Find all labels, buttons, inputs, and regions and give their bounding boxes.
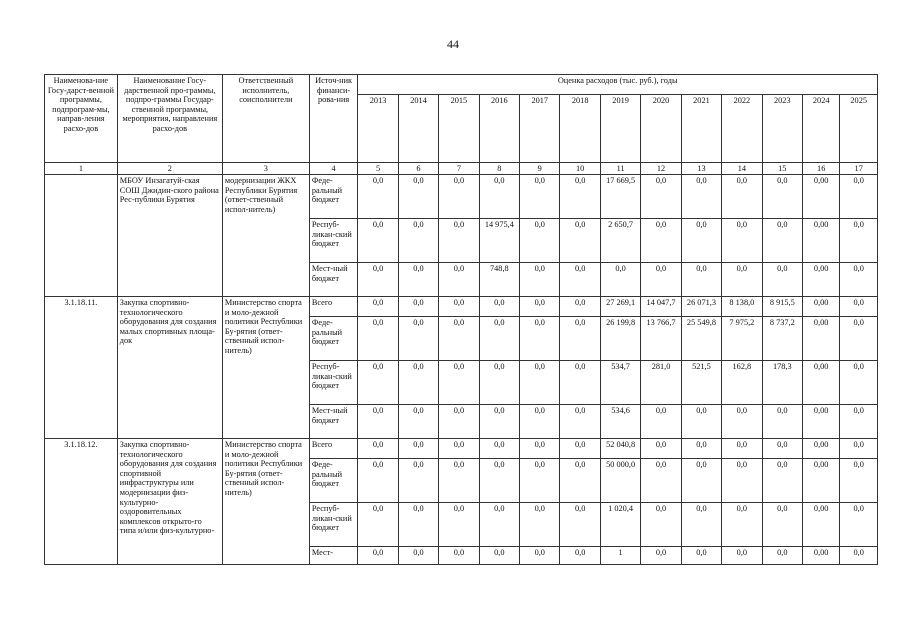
expense-cell-2018: 0,0	[560, 439, 600, 459]
row-code: 3.1.18.12.	[45, 439, 118, 565]
expense-cell-2023: 0,0	[762, 547, 802, 565]
expense-cell-2014: 0,0	[398, 439, 438, 459]
expense-cell-2021: 521,5	[681, 361, 721, 405]
expense-cell-2023: 178,3	[762, 361, 802, 405]
row-name: МБОУ Инзагатуй-ская СОШ Джидин-ского района Рес-публики Бурятия	[117, 175, 222, 297]
funding-source: Феде-ральный бюджет	[309, 459, 358, 503]
expense-cell-2017: 0,0	[520, 175, 560, 219]
expense-cell-2022: 0,0	[722, 439, 762, 459]
expense-cell-2020: 0,0	[641, 175, 681, 219]
expense-cell-2015: 0,0	[439, 361, 479, 405]
header-executor: Ответственный исполнитель, соисполнители	[222, 75, 309, 163]
expense-cell-2016: 0,0	[479, 405, 519, 439]
expense-cell-2022: 0,0	[722, 459, 762, 503]
expense-cell-2013: 0,0	[358, 405, 398, 439]
expense-cell-2017: 0,0	[520, 547, 560, 565]
expense-cell-2020: 0,0	[641, 219, 681, 263]
expense-cell-2013: 0,0	[358, 503, 398, 547]
expense-cell-2018: 0,0	[560, 405, 600, 439]
expense-cell-2023: 0,0	[762, 175, 802, 219]
funding-source: Феде-ральный бюджет	[309, 317, 358, 361]
table-row	[45, 297, 878, 317]
expense-cell-2024: 0,00	[803, 547, 840, 565]
expense-cell-2013: 0,0	[358, 361, 398, 405]
header-column-number: 7	[439, 163, 479, 175]
header-numbers-row	[45, 163, 878, 175]
expense-cell-2016: 0,0	[479, 175, 519, 219]
expense-cell-2023: 0,0	[762, 459, 802, 503]
expense-cell-2023: 8 737,2	[762, 317, 802, 361]
header-expense-group: Оценка расходов (тыс. руб.), годы	[358, 75, 878, 95]
expense-cell-2013: 0,0	[358, 547, 398, 565]
expense-cell-2019: 1	[600, 547, 640, 565]
header-column-number: 17	[840, 163, 878, 175]
row-executor: Министерство спорта и моло-дежной политики Республики Бу-рятия (ответ-ственный испол-нитель)	[222, 297, 309, 439]
expense-cell-2016: 0,0	[479, 361, 519, 405]
header-column-number: 9	[520, 163, 560, 175]
expenses-table	[44, 74, 878, 565]
expense-cell-2014: 0,0	[398, 219, 438, 263]
expense-cell-2017: 0,0	[520, 297, 560, 317]
expense-cell-2014: 0,0	[398, 547, 438, 565]
expense-cell-2019: 50 000,0	[600, 459, 640, 503]
expense-cell-2025: 0,0	[840, 175, 878, 219]
expense-cell-2023: 0,0	[762, 219, 802, 263]
expense-cell-2018: 0,0	[560, 361, 600, 405]
header-column-number: 6	[398, 163, 438, 175]
expense-cell-2013: 0,0	[358, 175, 398, 219]
expense-cell-2022: 0,0	[722, 219, 762, 263]
expense-cell-2022: 0,0	[722, 263, 762, 297]
table-row	[45, 175, 878, 219]
expense-cell-2024: 0,00	[803, 317, 840, 361]
funding-source: Мест-ный бюджет	[309, 263, 358, 297]
expense-cell-2013: 0,0	[358, 263, 398, 297]
header-source: Источ-ник финанси-рова-ния	[309, 75, 358, 163]
row-executor: модернизации ЖКХ Республики Бурятия (ответ-ственный испол-нитель)	[222, 175, 309, 297]
expense-cell-2016: 0,0	[479, 297, 519, 317]
expense-cell-2020: 14 047,7	[641, 297, 681, 317]
header-column-number: 14	[722, 163, 762, 175]
expense-cell-2018: 0,0	[560, 219, 600, 263]
expense-cell-2024: 0,00	[803, 263, 840, 297]
expense-cell-2019: 534,7	[600, 361, 640, 405]
expense-cell-2014: 0,0	[398, 175, 438, 219]
expense-cell-2019: 0,0	[600, 263, 640, 297]
header-year-2021: 2021	[681, 95, 721, 163]
header-year-2015: 2015	[439, 95, 479, 163]
header-column-number: 11	[600, 163, 640, 175]
expense-cell-2019: 17 669,5	[600, 175, 640, 219]
expense-cell-2021: 0,0	[681, 459, 721, 503]
expense-cell-2016: 0,0	[479, 459, 519, 503]
expense-cell-2015: 0,0	[439, 547, 479, 565]
expense-cell-2017: 0,0	[520, 263, 560, 297]
header-column-number: 5	[358, 163, 398, 175]
expense-cell-2015: 0,0	[439, 503, 479, 547]
expense-cell-2017: 0,0	[520, 219, 560, 263]
expense-cell-2018: 0,0	[560, 317, 600, 361]
funding-source: Респуб-ликан-ский бюджет	[309, 361, 358, 405]
expense-cell-2018: 0,0	[560, 175, 600, 219]
expense-cell-2018: 0,0	[560, 263, 600, 297]
expense-cell-2021: 0,0	[681, 405, 721, 439]
funding-source: Всего	[309, 439, 358, 459]
expense-cell-2024: 0,00	[803, 219, 840, 263]
header-column-number: 15	[762, 163, 802, 175]
header-column-number: 10	[560, 163, 600, 175]
header-column-number: 4	[309, 163, 358, 175]
row-executor: Министерство спорта и моло-дежной политики Республики Бу-рятия (ответ-ственный испол-нитель)	[222, 439, 309, 565]
expense-cell-2021: 0,0	[681, 175, 721, 219]
expense-cell-2020: 281,0	[641, 361, 681, 405]
expense-cell-2017: 0,0	[520, 439, 560, 459]
header-year-2014: 2014	[398, 95, 438, 163]
expense-cell-2022: 7 975,2	[722, 317, 762, 361]
expense-cell-2024: 0,00	[803, 459, 840, 503]
header-year-2024: 2024	[803, 95, 840, 163]
header-year-2016: 2016	[479, 95, 519, 163]
row-name: Закупка спортивно-технологического оборудования для создания спортивной инфраструктуры или модернизации физ-культурно-оздоровительных комплексов открыто-го типа и/или физ-культурно-	[117, 439, 222, 565]
expense-cell-2015: 0,0	[439, 439, 479, 459]
expense-cell-2020: 0,0	[641, 547, 681, 565]
expense-cell-2022: 8 138,0	[722, 297, 762, 317]
expense-cell-2025: 0,0	[840, 439, 878, 459]
expense-cell-2013: 0,0	[358, 297, 398, 317]
header-year-2017: 2017	[520, 95, 560, 163]
expense-cell-2024: 0,00	[803, 175, 840, 219]
header-name: Наименование Госу-дарственной про-граммы, подпро-граммы Государ-ственной программы, мероприятия, направления расхо-дов	[117, 75, 222, 163]
expense-cell-2025: 0,0	[840, 459, 878, 503]
header-column-number: 1	[45, 163, 118, 175]
expense-cell-2018: 0,0	[560, 503, 600, 547]
expense-cell-2013: 0,0	[358, 439, 398, 459]
expense-cell-2018: 0,0	[560, 547, 600, 565]
expense-cell-2021: 0,0	[681, 503, 721, 547]
funding-source: Респуб-ликан-ский бюджет	[309, 503, 358, 547]
expense-cell-2017: 0,0	[520, 405, 560, 439]
funding-source: Всего	[309, 297, 358, 317]
expense-cell-2021: 0,0	[681, 263, 721, 297]
expense-cell-2019: 2 650,7	[600, 219, 640, 263]
expense-cell-2015: 0,0	[439, 263, 479, 297]
expense-cell-2016: 748,8	[479, 263, 519, 297]
expense-cell-2015: 0,0	[439, 219, 479, 263]
expense-cell-2016: 0,0	[479, 503, 519, 547]
expense-cell-2023: 8 915,5	[762, 297, 802, 317]
expense-cell-2014: 0,0	[398, 297, 438, 317]
expense-cell-2025: 0,0	[840, 219, 878, 263]
row-code	[45, 175, 118, 297]
expense-cell-2015: 0,0	[439, 175, 479, 219]
page-number: 44	[447, 37, 459, 51]
header-year-2020: 2020	[641, 95, 681, 163]
header-year-2025: 2025	[840, 95, 878, 163]
expense-cell-2022: 0,0	[722, 503, 762, 547]
expense-cell-2020: 0,0	[641, 405, 681, 439]
table-body	[45, 175, 878, 565]
expense-cell-2022: 0,0	[722, 175, 762, 219]
expense-cell-2016: 0,0	[479, 547, 519, 565]
expense-cell-2025: 0,0	[840, 317, 878, 361]
header-column-number: 12	[641, 163, 681, 175]
expense-cell-2014: 0,0	[398, 317, 438, 361]
header-year-2013: 2013	[358, 95, 398, 163]
expense-cell-2016: 14 975,4	[479, 219, 519, 263]
expense-cell-2017: 0,0	[520, 503, 560, 547]
expense-cell-2023: 0,0	[762, 503, 802, 547]
expense-cell-2021: 25 549,8	[681, 317, 721, 361]
expense-cell-2013: 0,0	[358, 317, 398, 361]
expense-cell-2024: 0,00	[803, 405, 840, 439]
expense-cell-2015: 0,0	[439, 297, 479, 317]
header-column-number: 16	[803, 163, 840, 175]
funding-source: Мест-ный бюджет	[309, 405, 358, 439]
expense-cell-2018: 0,0	[560, 297, 600, 317]
expense-cell-2018: 0,0	[560, 459, 600, 503]
expense-cell-2015: 0,0	[439, 317, 479, 361]
expense-cell-2020: 0,0	[641, 459, 681, 503]
expense-cell-2020: 0,0	[641, 503, 681, 547]
expense-cell-2025: 0,0	[840, 263, 878, 297]
expense-cell-2025: 0,0	[840, 503, 878, 547]
expense-cell-2013: 0,0	[358, 459, 398, 503]
expense-cell-2020: 0,0	[641, 439, 681, 459]
header-column-number: 13	[681, 163, 721, 175]
header-column-number: 8	[479, 163, 519, 175]
expense-cell-2014: 0,0	[398, 405, 438, 439]
expense-cell-2025: 0,0	[840, 361, 878, 405]
row-code: 3.1.18.11.	[45, 297, 118, 439]
table-row	[45, 439, 878, 459]
expense-cell-2020: 13 766,7	[641, 317, 681, 361]
expense-cell-2019: 27 269,1	[600, 297, 640, 317]
header-year-2018: 2018	[560, 95, 600, 163]
expense-cell-2023: 0,0	[762, 263, 802, 297]
funding-source: Феде-ральный бюджет	[309, 175, 358, 219]
expense-cell-2017: 0,0	[520, 317, 560, 361]
expense-cell-2024: 0,00	[803, 503, 840, 547]
expense-cell-2025: 0,0	[840, 547, 878, 565]
expense-cell-2023: 0,0	[762, 439, 802, 459]
expense-cell-2025: 0,0	[840, 297, 878, 317]
expense-cell-2015: 0,0	[439, 459, 479, 503]
expense-cell-2019: 534,6	[600, 405, 640, 439]
expense-cell-2014: 0,0	[398, 263, 438, 297]
expense-cell-2025: 0,0	[840, 405, 878, 439]
expense-cell-2017: 0,0	[520, 361, 560, 405]
expense-cell-2019: 52 040,8	[600, 439, 640, 459]
header-column-number: 2	[117, 163, 222, 175]
row-name: Закупка спортивно-технологического оборудования для создания малых спортивных площа-док	[117, 297, 222, 439]
expense-cell-2024: 0,00	[803, 361, 840, 405]
header-column-number: 3	[222, 163, 309, 175]
expense-cell-2022: 0,0	[722, 547, 762, 565]
expense-cell-2019: 1 020,4	[600, 503, 640, 547]
header-year-2023: 2023	[762, 95, 802, 163]
expense-cell-2013: 0,0	[358, 219, 398, 263]
header-year-2019: 2019	[600, 95, 640, 163]
expense-cell-2021: 26 071,3	[681, 297, 721, 317]
expense-cell-2022: 162,8	[722, 361, 762, 405]
funding-source: Респуб-ликан-ский бюджет	[309, 219, 358, 263]
expense-cell-2016: 0,0	[479, 439, 519, 459]
header-program: Наименова-ние Госу-дарст-венной программы, подпрограм-мы, направ-ления расхо-дов	[45, 75, 118, 163]
expense-cell-2023: 0,0	[762, 405, 802, 439]
expense-cell-2015: 0,0	[439, 405, 479, 439]
expense-cell-2016: 0,0	[479, 317, 519, 361]
expense-cell-2021: 0,0	[681, 547, 721, 565]
header-year-2022: 2022	[722, 95, 762, 163]
expense-cell-2020: 0,0	[641, 263, 681, 297]
expense-cell-2021: 0,0	[681, 439, 721, 459]
expense-cell-2021: 0,0	[681, 219, 721, 263]
funding-source: Мест-	[309, 547, 358, 565]
expense-cell-2014: 0,0	[398, 361, 438, 405]
expense-cell-2017: 0,0	[520, 459, 560, 503]
expense-cell-2014: 0,0	[398, 459, 438, 503]
expense-cell-2024: 0,00	[803, 439, 840, 459]
expense-cell-2014: 0,0	[398, 503, 438, 547]
expense-cell-2024: 0,00	[803, 297, 840, 317]
expense-cell-2019: 26 199,8	[600, 317, 640, 361]
expense-cell-2022: 0,0	[722, 405, 762, 439]
